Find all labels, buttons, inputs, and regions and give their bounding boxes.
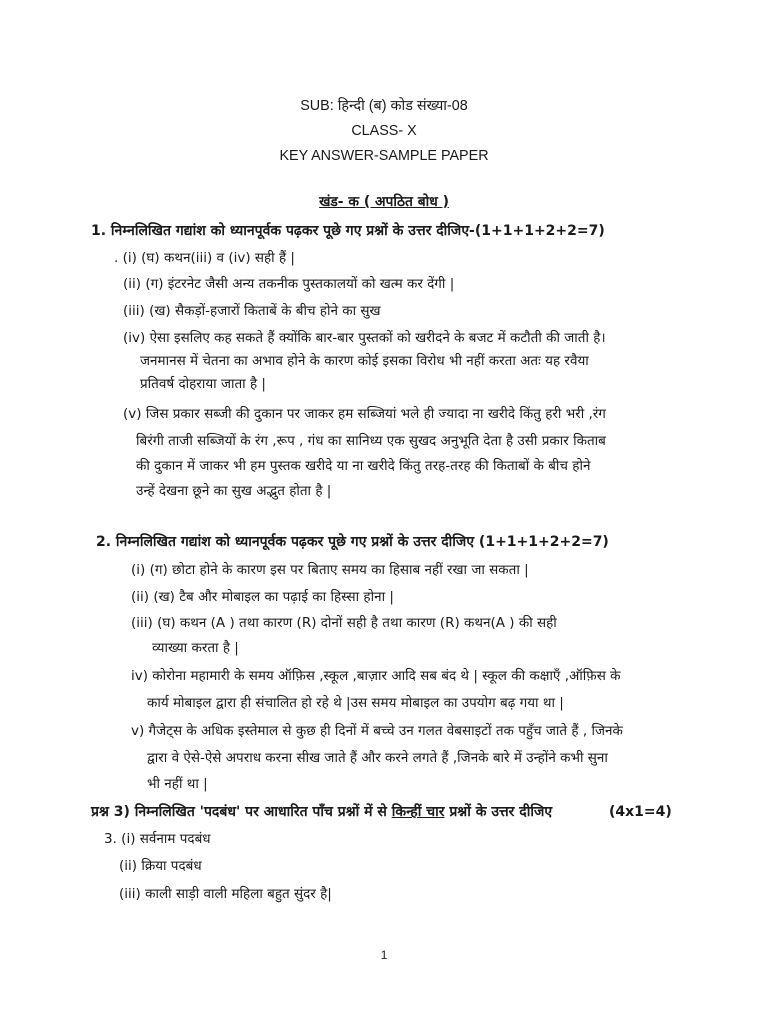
q3-heading-suffix: प्रश्नों के उत्तर दीजिए: [444, 804, 553, 820]
q1-answer-iii: (iii) (ख) सैकड़ों-हजारों किताबें के बीच होने का सुख: [123, 303, 381, 319]
q3-answer-ii: (ii) क्रिया पदबंध: [119, 858, 202, 874]
q1-answer-i: . (i) (घ) कथन(iii) व (iv) सही हैं |: [114, 250, 295, 266]
q2-answer-i: (i) (ग) छोटा होने के कारण इस पर बिताए समय का हिसाब नहीं रखा जा सकता |: [131, 562, 529, 578]
q3-answer-iii: (iii) काली साड़ी वाली महिला बहुत सुंदर है|: [119, 886, 332, 902]
q2-heading: 2. निम्नलिखित गद्यांश को ध्यानपूर्वक पढ़कर पूछे गए प्रश्नों के उत्तर दीजिए (1+1+1+2+2=7): [96, 534, 609, 550]
q3-marks: (4x1=4): [609, 804, 672, 820]
q2-answer-v-line1: v) गैजेट्स के अधिक इस्तेमाल से कुछ ही दिनों में बच्चे उन गलत वेबसाइटों तक पहुँच जाते हैं , जिनके: [131, 723, 623, 739]
q1-answer-iv-line3: प्रतिवर्ष दोहराया जाता है |: [140, 376, 266, 392]
q1-heading: 1. निम्नलिखित गद्यांश को ध्यानपूर्वक पढ़कर पूछे गए प्रश्नों के उत्तर दीजिए-(1+1+1+2+2=7): [91, 223, 605, 239]
q1-answer-ii: (ii) (ग) इंटरनेट जैसी अन्य तकनीक पुस्तकालयों को खत्म कर देंगी |: [123, 276, 455, 292]
q2-answer-iv-line1: iv) कोरोना महामारी के समय ऑफ़िस ,स्कूल ,बाज़ार आदि सब बंद थे | स्कूल की कक्षाएँ ,ऑफ़िस के: [131, 668, 621, 684]
section-title: खंड- क ( अपठित बोध ): [319, 194, 449, 210]
q1-answer-v-line1: (v) जिस प्रकार सब्जी की दुकान पर जाकर हम सब्जियां भले ही ज्यादा ना खरीदे किंतु हरी भरी ,रंग: [123, 406, 606, 422]
q1-answer-v-line4: उन्हें देखना छूने का सुख अद्भुत होता है |: [136, 483, 332, 499]
q3-answer-i: 3. (i) सर्वनाम पदबंध: [104, 831, 211, 847]
q1-answer-iv-line2: जनमानस में चेतना का अभाव होने के कारण कोई इसका विरोध भी नहीं करता अतः यह रवैया: [140, 353, 589, 369]
class-line: CLASS- X: [351, 123, 417, 139]
q1-answer-iv-line1: (iv) ऐसा इसलिए कह सकते हैं क्योंकि बार-बार पुस्तकों को खरीदने के बजट में कटौती की जाती है।: [123, 330, 606, 346]
q2-answer-v-line3: भी नहीं था |: [147, 776, 208, 792]
q2-answer-iv-line2: कार्य मोबाइल द्वारा ही संचालित हो रहे थे |उस समय मोबाइल का उपयोग बढ़ गया था |: [147, 695, 564, 711]
paper-title: KEY ANSWER-SAMPLE PAPER: [279, 148, 489, 164]
q3-heading: [91, 803, 552, 821]
q1-answer-v-line3: की दुकान में जाकर भी हम पुस्तक खरीदे या ना खरीदे किंतु तरह-तरह की किताबों के बीच होने: [136, 458, 591, 474]
page-number: 1: [380, 948, 388, 962]
subject-line: SUB: हिन्दी (ब) कोड संख्या-08: [300, 98, 468, 114]
q2-answer-iii-line1: (iii) (घ) कथन (A ) तथा कारण (R) दोनों सही है तथा कारण (R) कथन(A ) की सही: [131, 615, 557, 631]
q3-heading-emphasis: किन्हीं चार: [391, 804, 445, 820]
q2-answer-ii: (ii) (ख) टैब और मोबाइल का पढ़ाई का हिस्सा होना |: [131, 589, 394, 605]
q1-answer-v-line2: बिरंगी ताजी सब्जियों के रंग ,रूप , गंध का सानिध्य एक सुखद अनुभूति देता है उसी प्रकार किताब: [136, 433, 606, 449]
q3-heading-prefix: प्रश्न 3) निम्नलिखित 'पदबंध' पर आधारित पाँच प्रश्नों में से: [91, 804, 392, 820]
q2-answer-v-line2: द्वारा वे ऐसे-ऐसे अपराध करना सीख जाते हैं और करने लगते हैं ,जिनके बारे में उन्होंने कभी सुना: [147, 750, 608, 766]
q2-answer-iii-line2: व्याख्या करता है |: [152, 640, 239, 656]
